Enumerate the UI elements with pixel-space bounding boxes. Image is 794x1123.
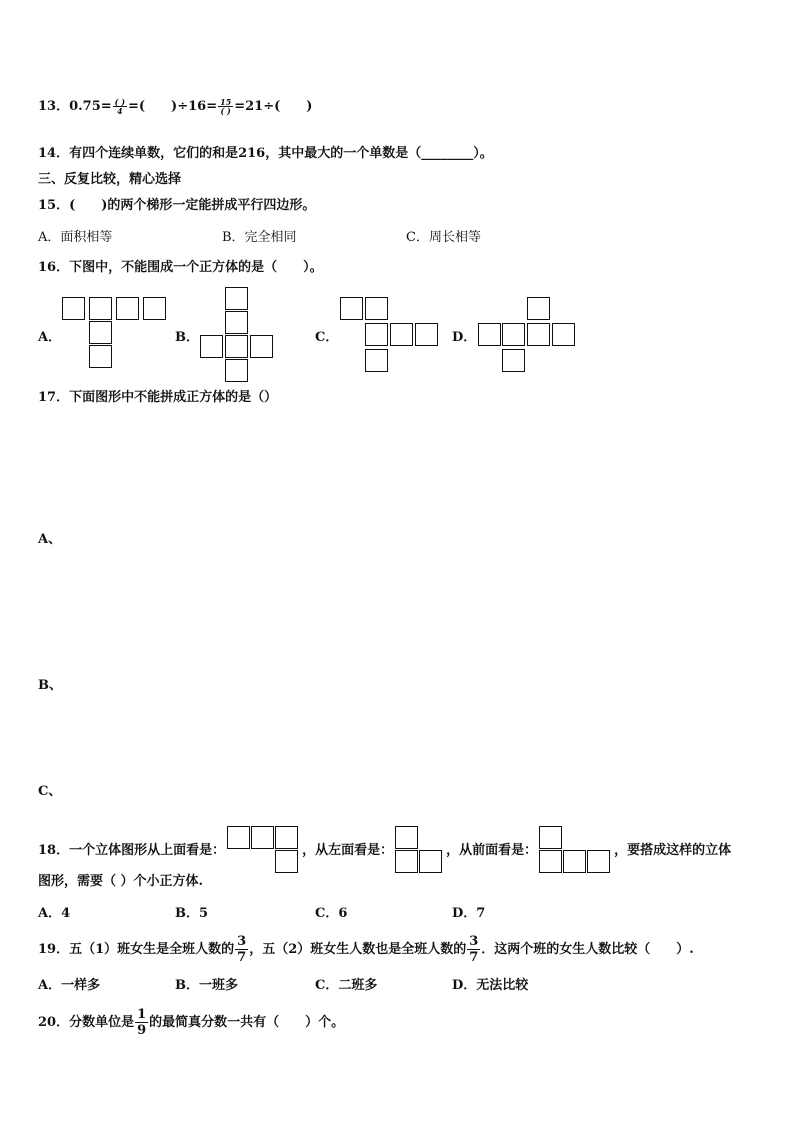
q13-fraction-2: [218, 98, 233, 115]
net-cell: [225, 335, 248, 358]
q13-fraction-1-denominator: 4: [117, 106, 123, 116]
view-cell: [395, 850, 418, 873]
net-cell: [365, 323, 388, 346]
view-cell: [539, 850, 562, 873]
q18-text-3: ，从前面看是：: [446, 843, 538, 858]
q13-text-1: 0.75=: [69, 99, 112, 114]
question-14: 14．有四个连续单数，它们的和是216，其中最大的一个单数是（________）。: [38, 146, 493, 161]
net-cell: [552, 323, 575, 346]
net-cell: [365, 297, 388, 320]
q15-option-b[interactable]: B．完全相同: [222, 230, 297, 245]
view-cell: [275, 850, 298, 873]
question-13: [38, 98, 312, 116]
q18-text-1: 18．一个立体图形从上面看是：: [38, 843, 226, 858]
view-cell: [251, 826, 274, 849]
q19-text-1: 19．五（1）班女生是全班人数的: [38, 942, 235, 957]
q17-label-c[interactable]: C、: [38, 784, 62, 799]
q20-fraction-numerator: 1: [137, 1007, 147, 1022]
q18-top-view: [227, 826, 300, 875]
view-cell: [539, 826, 562, 849]
view-cell: [227, 826, 250, 849]
view-cell: [275, 826, 298, 849]
net-cell: [225, 359, 248, 382]
view-cell: [395, 826, 418, 849]
q15-option-a[interactable]: A．面积相等: [38, 230, 113, 245]
q16-label-a[interactable]: A．: [38, 330, 62, 345]
net-cell: [478, 323, 501, 346]
q18-option-b[interactable]: B．5: [175, 906, 209, 921]
net-cell: [365, 349, 388, 372]
section-3-title: 三、反复比较，精心选择: [38, 172, 182, 187]
q13-text-3: =21÷( ): [234, 99, 313, 114]
q13-fraction-2-numerator: 15: [220, 97, 232, 107]
net-cell: [527, 297, 550, 320]
question-17: 17．下面图形中不能拼成正方体的是（）: [38, 390, 278, 405]
q13-fraction-2-denominator: ( ): [220, 106, 231, 116]
net-cell: [143, 297, 166, 320]
view-cell: [587, 850, 610, 873]
view-cell: [563, 850, 586, 873]
q18-text-2: ，从左面看是：: [302, 843, 394, 858]
q17-label-b[interactable]: B、: [38, 678, 62, 693]
net-cell: [116, 297, 139, 320]
view-cell: [419, 850, 442, 873]
q18-front-view: [539, 826, 612, 875]
question-16: 16．下图中，不能围成一个正方体的是（ ）。: [38, 260, 323, 275]
q20-text-2: 的最简真分数一共有（ ）个。: [149, 1015, 345, 1030]
question-20: [38, 1006, 344, 1040]
net-cell: [225, 287, 248, 310]
net-cell: [225, 311, 248, 334]
net-cell: [502, 349, 525, 372]
q19-option-b[interactable]: B．一班多: [175, 978, 238, 993]
net-cell: [89, 297, 112, 320]
net-cell: [89, 345, 112, 368]
q19-fraction-1: [235, 934, 248, 965]
net-cell: [62, 297, 85, 320]
q19-fraction-2-denominator: 7: [469, 950, 479, 965]
q18-line-2: 图形，需要（ ）个小正方体.: [38, 874, 204, 889]
q19-text-3: ．这两个班的女生人数比较（ ）.: [481, 942, 694, 957]
net-cell: [390, 323, 413, 346]
q16-label-d[interactable]: D．: [452, 330, 477, 345]
q13-fraction-1: [113, 98, 127, 115]
q20-fraction-denominator: 9: [137, 1023, 147, 1038]
net-cell: [200, 335, 223, 358]
q19-fraction-2-numerator: 3: [469, 934, 479, 949]
q19-text-2: ，五（2）班女生人数也是全班人数的: [249, 942, 467, 957]
q18-option-a[interactable]: A．4: [38, 906, 71, 921]
net-cell: [250, 335, 273, 358]
net-cell: [89, 321, 112, 344]
q19-fraction-2: [467, 934, 480, 965]
q13-number: 13．: [38, 99, 70, 114]
net-cell: [415, 323, 438, 346]
q16-label-b[interactable]: B．: [175, 330, 199, 345]
q15-option-c[interactable]: C．周长相等: [406, 230, 481, 245]
question-15: 15．( )的两个梯形一定能拼成平行四边形。: [38, 198, 316, 213]
question-18: [38, 826, 731, 875]
net-cell: [340, 297, 363, 320]
q20-text-1: 20．分数单位是: [38, 1015, 135, 1030]
q13-text-2: =( )÷16=: [128, 99, 218, 114]
q18-text-4: ，要搭成这样的立体: [614, 843, 732, 858]
net-cell: [527, 323, 550, 346]
q18-option-c[interactable]: C．6: [315, 906, 348, 921]
q16-label-c[interactable]: C．: [315, 330, 339, 345]
q13-fraction-1-numerator: ( ): [114, 97, 126, 107]
q19-option-c[interactable]: C．二班多: [315, 978, 378, 993]
question-19: [38, 933, 694, 967]
q20-fraction: [135, 1007, 148, 1038]
q18-option-d[interactable]: D．7: [452, 906, 486, 921]
q19-option-a[interactable]: A．一样多: [38, 978, 101, 993]
q18-left-view: [395, 826, 444, 875]
net-cell: [502, 323, 525, 346]
q17-label-a[interactable]: A、: [38, 532, 62, 547]
q19-fraction-1-denominator: 7: [237, 950, 247, 965]
q19-option-d[interactable]: D．无法比较: [452, 978, 529, 993]
q19-fraction-1-numerator: 3: [237, 934, 247, 949]
